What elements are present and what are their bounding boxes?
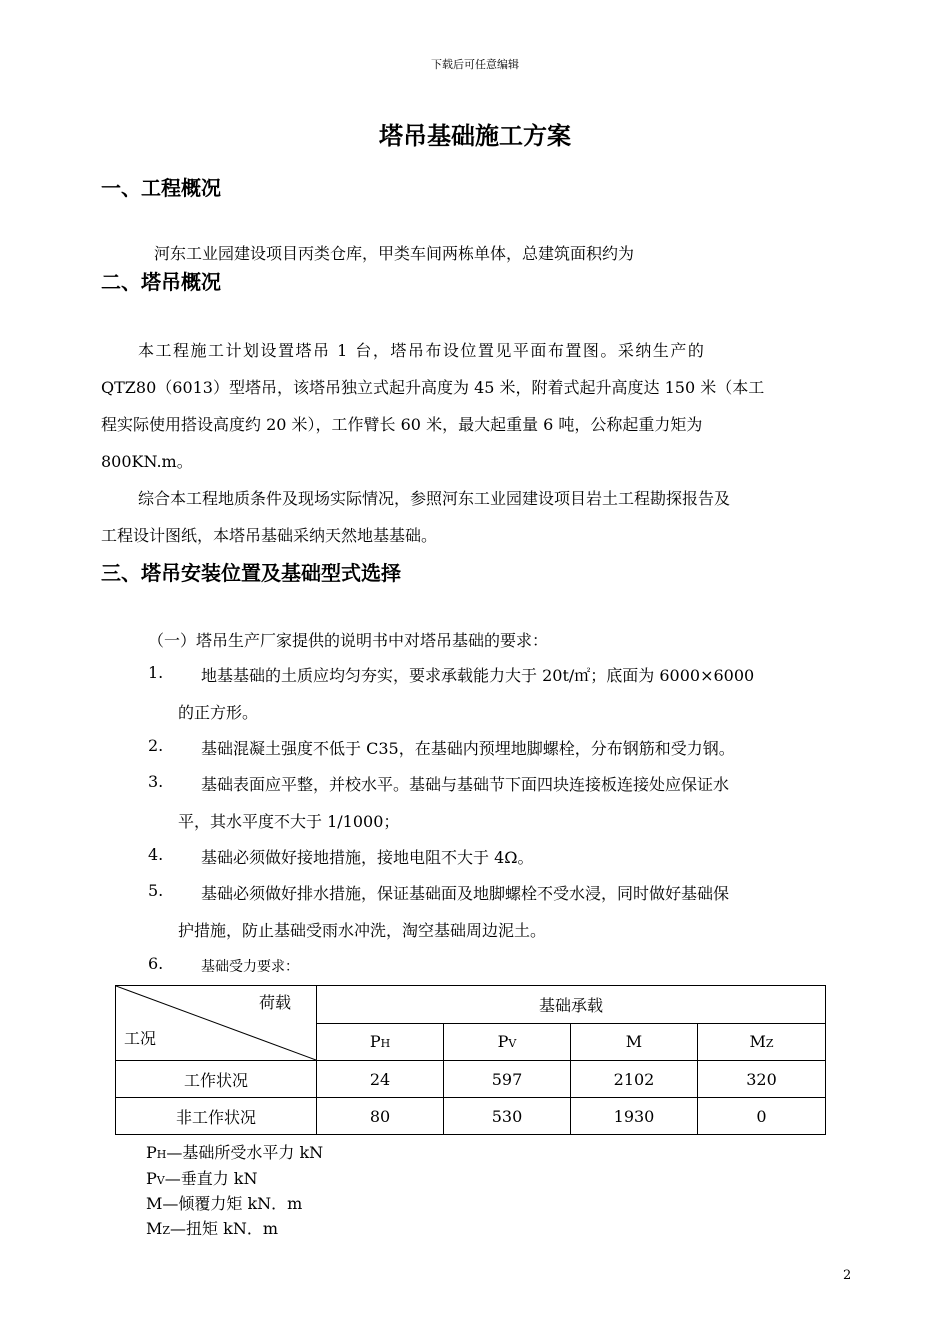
table-corner-cell xyxy=(116,986,317,1061)
section-1-heading: 一、工程概况 xyxy=(101,176,221,200)
list-item-text: 地基基础的土质应均匀夯实，要求承载能力大于 20t/㎡；底面为 6000×6000 xyxy=(201,666,755,685)
note-pv: PV—垂直力 kN xyxy=(146,1169,258,1188)
list-item-text: 基础受力要求： xyxy=(201,959,299,975)
section-2-p1-line4: 800KN.m。 xyxy=(101,452,193,471)
table-cell: 1930 xyxy=(571,1098,698,1135)
list-item-number: 6. xyxy=(148,954,164,973)
section-3-heading: 三、塔吊安装位置及基础型式选择 xyxy=(101,561,401,585)
section-2-p2-line2: 工程设计图纸，本塔吊基础采纳天然地基基础。 xyxy=(101,526,438,545)
list-item-number: 2. xyxy=(148,736,164,755)
column-header-m: M xyxy=(571,1023,698,1061)
column-header-mz: MZ xyxy=(698,1023,826,1061)
section-2-p1-line2: QTZ80（6013）型塔吊，该塔吊独立式起升高度为 45 米，附着式起升高度达 150 米（本工 xyxy=(101,378,765,397)
document-title: 塔吊基础施工方案 xyxy=(379,122,571,150)
list-item-text: 基础必须做好排水措施，保证基础面及地脚螺栓不受水浸，同时做好基础保 xyxy=(201,884,730,903)
table-cell: 0 xyxy=(698,1098,826,1135)
list-item-number: 1. xyxy=(148,663,164,682)
note-ph: PH—基础所受水平力 kN xyxy=(146,1143,324,1162)
list-item-text-continued: 平，其水平度不大于 1/1000； xyxy=(178,812,400,831)
foundation-load-table xyxy=(115,985,826,1135)
table-row xyxy=(116,1061,826,1098)
table-cell: 597 xyxy=(444,1061,571,1098)
section-2-p1-line3: 程实际使用搭设高度约 20 米），工作臂长 60 米，最大起重量 6 吨，公称起重力矩为 xyxy=(101,415,703,434)
section-3-intro: （一）塔吊生产厂家提供的说明书中对塔吊基础的要求： xyxy=(148,631,549,650)
table-cell: 320 xyxy=(698,1061,826,1098)
corner-label-condition: 工况 xyxy=(124,1029,157,1048)
note-m: M—倾覆力矩 kN．m xyxy=(146,1194,303,1213)
list-item-number: 5. xyxy=(148,881,164,900)
list-item-number: 3. xyxy=(148,772,164,791)
page-header-note: 下载后可任意编辑 xyxy=(431,58,519,71)
row-label: 工作状况 xyxy=(116,1061,317,1098)
list-item-text: 基础表面应平整，并校水平。基础与基础节下面四块连接板连接处应保证水 xyxy=(201,775,730,794)
table-cell: 530 xyxy=(444,1098,571,1135)
table-cell: 2102 xyxy=(571,1061,698,1098)
column-header-pv: PV xyxy=(444,1023,571,1061)
column-header-ph: PH xyxy=(317,1023,444,1061)
section-2-heading: 二、塔吊概况 xyxy=(101,270,221,294)
note-mz: MZ—扭矩 kN．m xyxy=(146,1219,279,1238)
group-header-foundation-capacity: 基础承载 xyxy=(317,986,826,1024)
list-item-text: 基础混凝土强度不低于 C35，在基础内预埋地脚螺栓，分布钢筋和受力钢。 xyxy=(201,739,735,758)
table-cell: 80 xyxy=(317,1098,444,1135)
table-cell: 24 xyxy=(317,1061,444,1098)
page-number: 2 xyxy=(843,1268,852,1283)
list-item-number: 4. xyxy=(148,845,164,864)
list-item-text-continued: 护措施，防止基础受雨水冲洗，淘空基础周边泥土。 xyxy=(178,921,547,940)
corner-label-load: 荷载 xyxy=(259,993,292,1012)
section-1-body: 河东工业园建设项目丙类仓库，甲类车间两栋单体，总建筑面积约为 xyxy=(154,244,635,263)
section-2-p1-line1: 本工程施工计划设置塔吊 1 台，塔吊布设位置见平面布置图。采纳生产的 xyxy=(138,341,706,360)
section-2-p2-line1: 综合本工程地质条件及现场实际情况，参照河东工业园建设项目岩土工程勘探报告及 xyxy=(138,489,731,508)
row-label: 非工作状况 xyxy=(116,1098,317,1135)
table-row xyxy=(116,1098,826,1135)
list-item-text: 基础必须做好接地措施，接地电阻不大于 4Ω。 xyxy=(201,848,534,867)
list-item-text-continued: 的正方形。 xyxy=(178,703,259,722)
